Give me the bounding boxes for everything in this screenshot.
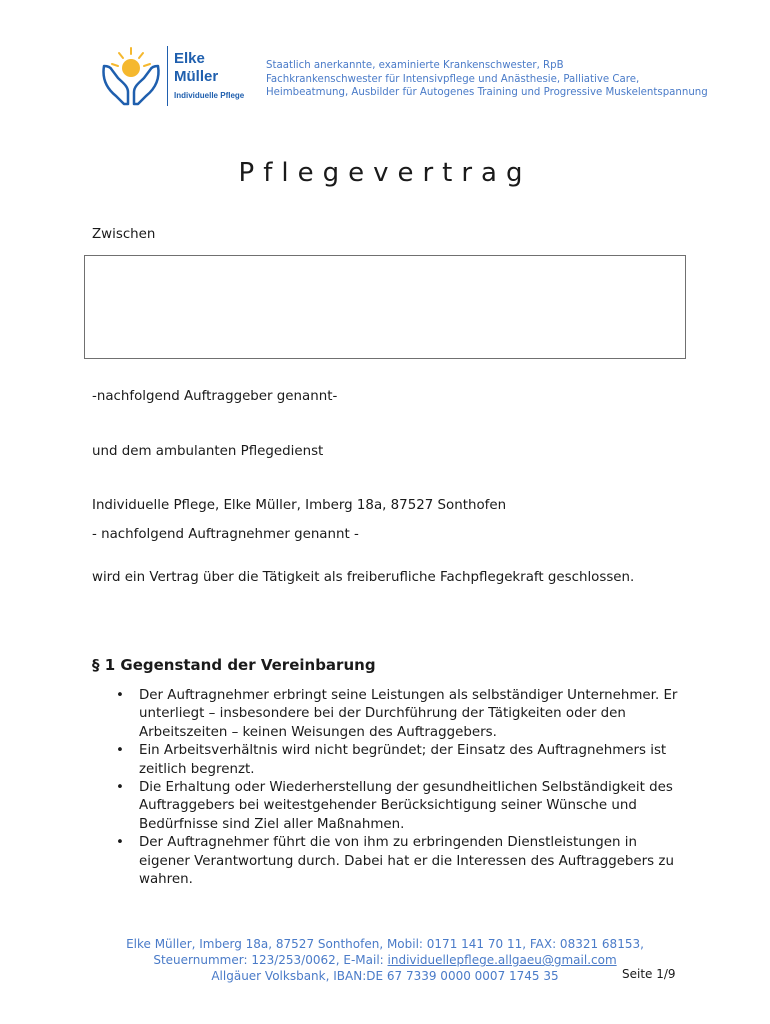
- list-item-text: Die Erhaltung oder Wiederherstellung der gesundheitlichen Selbständigkeit des Auftraggebers bei weitestgehender Berücksichtigung seiner Wünsche und Bedürfnisse sind Ziel aller Maßnahmen.: [139, 780, 673, 832]
- section-bullet-list: [112, 687, 682, 889]
- list-item: [112, 779, 682, 834]
- qualification-line: Staatlich anerkannte, examinierte Krankenschwester, RpB: [266, 60, 564, 71]
- provider-address: Individuelle Pflege, Elke Müller, Imberg 18a, 87527 Sonthofen: [92, 498, 507, 513]
- bullet-icon: •: [116, 743, 124, 759]
- footer-bank: Allgäuer Volksbank, IBAN:DE 67 7339 0000 0007 1745 35: [211, 969, 559, 983]
- bullet-icon: •: [116, 688, 124, 703]
- company-logo: [98, 44, 258, 108]
- list-item-text: Der Auftragnehmer führt die von ihm zu erbringenden Dienstleistungen in eigener Verantwortung durch. Dabei hat er die Interessen des Auftraggebers zu wahren.: [139, 835, 674, 888]
- logo-tagline: Individuelle Pflege: [174, 91, 245, 100]
- document-title: Pflegevertrag: [238, 158, 532, 188]
- between-label: Zwischen: [92, 227, 156, 242]
- qualification-line: Fachkrankenschwester für Intensivpflege und Anästhesie, Palliative Care,: [266, 73, 640, 85]
- qualifications-header: [266, 59, 708, 100]
- hands-sun-icon: [98, 44, 164, 108]
- list-item: [112, 834, 682, 889]
- qualification-line: Heimbeatmung, Ausbilder für Autogenes Training und Progressive Muskelentspannung: [266, 87, 708, 98]
- client-designation: -nachfolgend Auftraggeber genannt-: [92, 389, 338, 404]
- provider-designation: - nachfolgend Auftragnehmer genannt -: [92, 527, 359, 542]
- service-intro: und dem ambulanten Pflegedienst: [92, 444, 324, 459]
- footer-contact: [0, 952, 770, 968]
- page-number: Seite 1/9: [622, 967, 676, 981]
- contract-statement: wird ein Vertrag über die Tätigkeit als freiberufliche Fachpflegekraft geschlossen.: [92, 570, 635, 585]
- logo-name: [174, 50, 218, 86]
- logo-divider: [167, 46, 168, 106]
- list-item: [112, 687, 682, 742]
- bullet-icon: •: [116, 835, 124, 851]
- bullet-icon: •: [116, 780, 124, 796]
- footer-address: Elke Müller, Imberg 18a, 87527 Sonthofen, Mobil: 0171 141 70 11, FAX: 08321 68153,: [126, 937, 644, 951]
- client-details-box[interactable]: [84, 255, 686, 359]
- logo-name-first: Elke: [174, 50, 205, 67]
- logo-name-last: Müller: [174, 68, 219, 85]
- section-heading: § 1 Gegenstand der Vereinbarung: [92, 656, 376, 674]
- list-item: [112, 742, 682, 779]
- email-link[interactable]: individuellepflege.allgaeu@gmail.com: [387, 953, 617, 967]
- list-item-text: Ein Arbeitsverhältnis wird nicht begründet; der Einsatz des Auftragnehmers ist zeitlich begrenzt.: [139, 743, 667, 777]
- footer-tax-number: Steuernummer: 123/253/0062, E-Mail:: [153, 953, 388, 967]
- list-item-text: Der Auftragnehmer erbringt seine Leistungen als selbständiger Unternehmer. Er unterliegt – insbesondere bei der Durchführung der Tätigkeiten oder den Arbeitszeiten – keinen Weisungen des Auftraggebers.: [139, 688, 678, 740]
